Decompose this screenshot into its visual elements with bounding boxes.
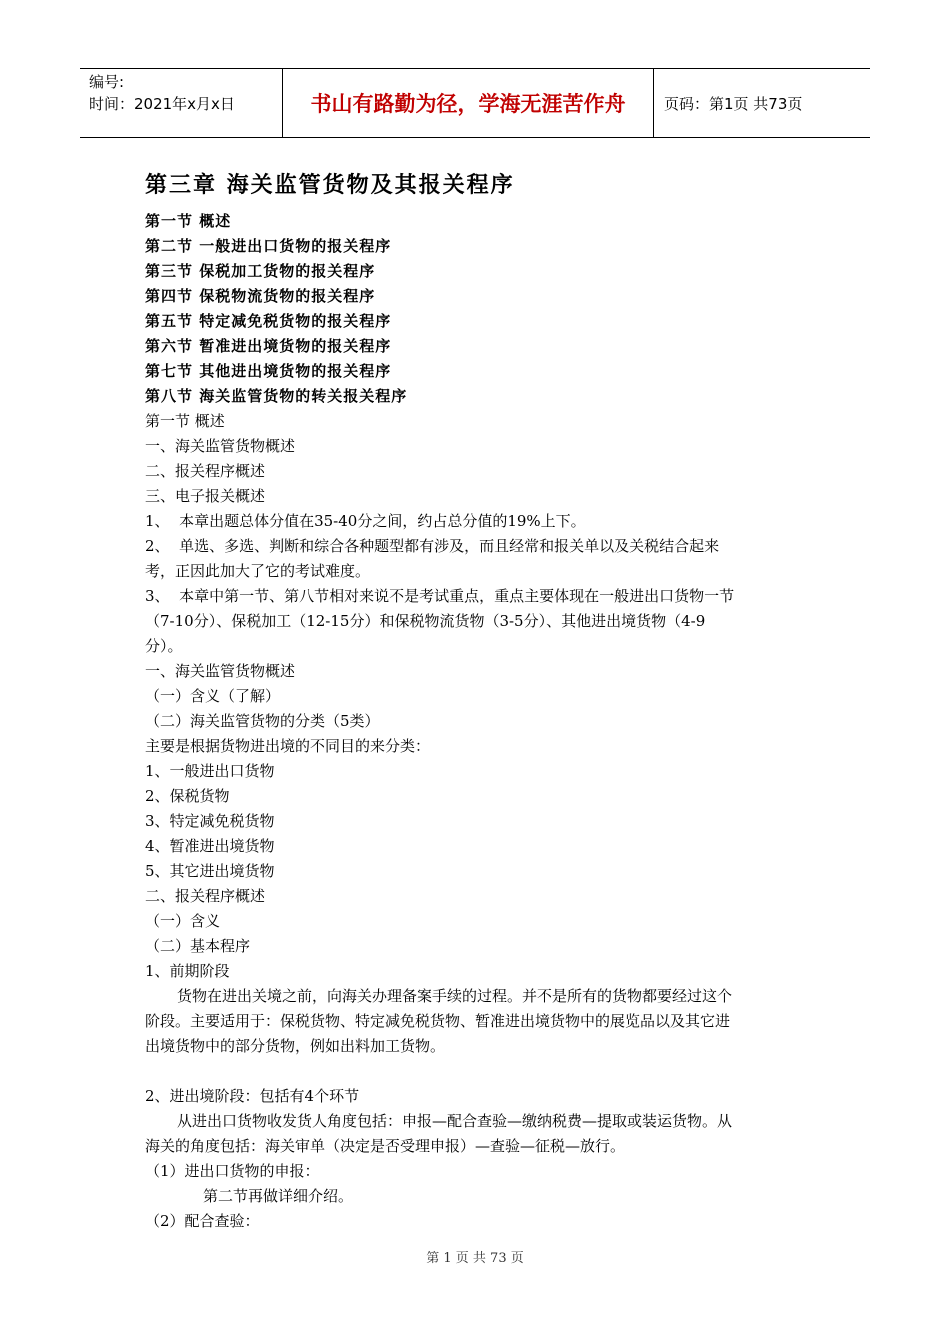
paragraph-line: 从进出口货物收发货人角度包括：申报—配合查验—缴纳税费—提取或装运货物。从 bbox=[177, 1112, 733, 1130]
paragraph-line: （一）含义 bbox=[145, 912, 221, 930]
toc-item: 第五节 特定减免税货物的报关程序 bbox=[145, 312, 392, 330]
page-header bbox=[80, 68, 870, 138]
paragraph-line: 二、报关程序概述 bbox=[145, 887, 266, 905]
toc-item: 第六节 暂准进出境货物的报关程序 bbox=[145, 337, 392, 355]
body-text bbox=[145, 409, 805, 1234]
toc-item: 第二节 一般进出口货物的报关程序 bbox=[145, 237, 392, 255]
paragraph-line: （二）基本程序 bbox=[145, 937, 251, 955]
paragraph-line: 海关的角度包括：海关审单（决定是否受理申报）—查验—征税—放行。 bbox=[145, 1137, 626, 1155]
toc-item: 第七节 其他进出境货物的报关程序 bbox=[145, 362, 392, 380]
paragraph-line: 一、海关监管货物概述 bbox=[145, 662, 296, 680]
paragraph-line: 阶段。主要适用于：保税货物、特定减免税货物、暂准进出境货物中的展览品以及其它进 bbox=[145, 1012, 731, 1030]
paragraph-line: 5、其它进出境货物 bbox=[145, 862, 275, 880]
toc-item: 第四节 保税物流货物的报关程序 bbox=[145, 287, 376, 305]
section-heading: 第一节 概述 bbox=[145, 412, 225, 430]
paragraph-line: 货物在进出关境之前，向海关办理备案手续的过程。并不是所有的货物都要经过这个 bbox=[177, 987, 733, 1005]
paragraph-line: 4、暂准进出境货物 bbox=[145, 837, 275, 855]
paragraph-line: 2、进出境阶段：包括有4个环节 bbox=[145, 1087, 360, 1105]
chapter-title: 第三章 海关监管货物及其报关程序 bbox=[145, 173, 515, 198]
header-meta bbox=[80, 69, 282, 137]
paragraph-line: 2、保税货物 bbox=[145, 787, 230, 805]
page-footer: 第 1 页 共 73 页 bbox=[426, 1251, 524, 1266]
paragraph-line: 三、电子报关概述 bbox=[145, 487, 266, 505]
paragraph-line: 主要是根据货物进出境的不同目的来分类： bbox=[145, 737, 431, 755]
paragraph-line: 二、报关程序概述 bbox=[145, 462, 266, 480]
paragraph-line: 1、一般进出口货物 bbox=[145, 762, 275, 780]
paragraph-line: 1、 本章出题总体分值在35-40分之间，约占总分值的19%上下。 bbox=[145, 512, 586, 530]
paragraph-line: （二）海关监管货物的分类（5类） bbox=[145, 712, 380, 730]
paragraph-line: 3、特定减免税货物 bbox=[145, 812, 275, 830]
paragraph-line: 1、前期阶段 bbox=[145, 962, 230, 980]
paragraph-line: 2、 单选、多选、判断和综合各种题型都有涉及，而且经常和报关单以及关税结合起来 bbox=[145, 537, 720, 555]
paragraph-line: （2）配合查验： bbox=[145, 1212, 260, 1230]
paragraph-line: （7-10分）、保税加工（12-15分）和保税物流货物（3-5分）、其他进出境货物（4-9 bbox=[145, 612, 706, 630]
toc-item: 第一节 概述 bbox=[145, 212, 232, 230]
paragraph-line: 考，正因此加大了它的考试难度。 bbox=[145, 562, 371, 580]
date-label: 时间：2021年x月x日 bbox=[89, 95, 235, 113]
blank-line bbox=[145, 1059, 805, 1084]
paragraph-line: （一）含义（了解） bbox=[145, 687, 281, 705]
table-of-contents bbox=[145, 209, 805, 409]
header-motto: 书山有路勤为径，学海无涯苦作舟 bbox=[282, 69, 654, 137]
toc-item: 第八节 海关监管货物的转关报关程序 bbox=[145, 387, 408, 405]
document-body bbox=[145, 168, 805, 1234]
header-page-info: 页码：第1页 共73页 bbox=[664, 94, 803, 113]
paragraph-line: 第二节再做详细介绍。 bbox=[203, 1187, 354, 1205]
paragraph-line: 一、海关监管货物概述 bbox=[145, 437, 296, 455]
paragraph-line: 3、 本章中第一节、第八节相对来说不是考试重点，重点主要体现在一般进出口货物一节 bbox=[145, 587, 735, 605]
paragraph-line: 出境货物中的部分货物，例如出料加工货物。 bbox=[145, 1037, 446, 1055]
serial-label: 编号: bbox=[89, 73, 125, 91]
paragraph-line: （1）进出口货物的申报： bbox=[145, 1162, 320, 1180]
toc-item: 第三节 保税加工货物的报关程序 bbox=[145, 262, 376, 280]
paragraph-line: 分）。 bbox=[145, 637, 183, 655]
